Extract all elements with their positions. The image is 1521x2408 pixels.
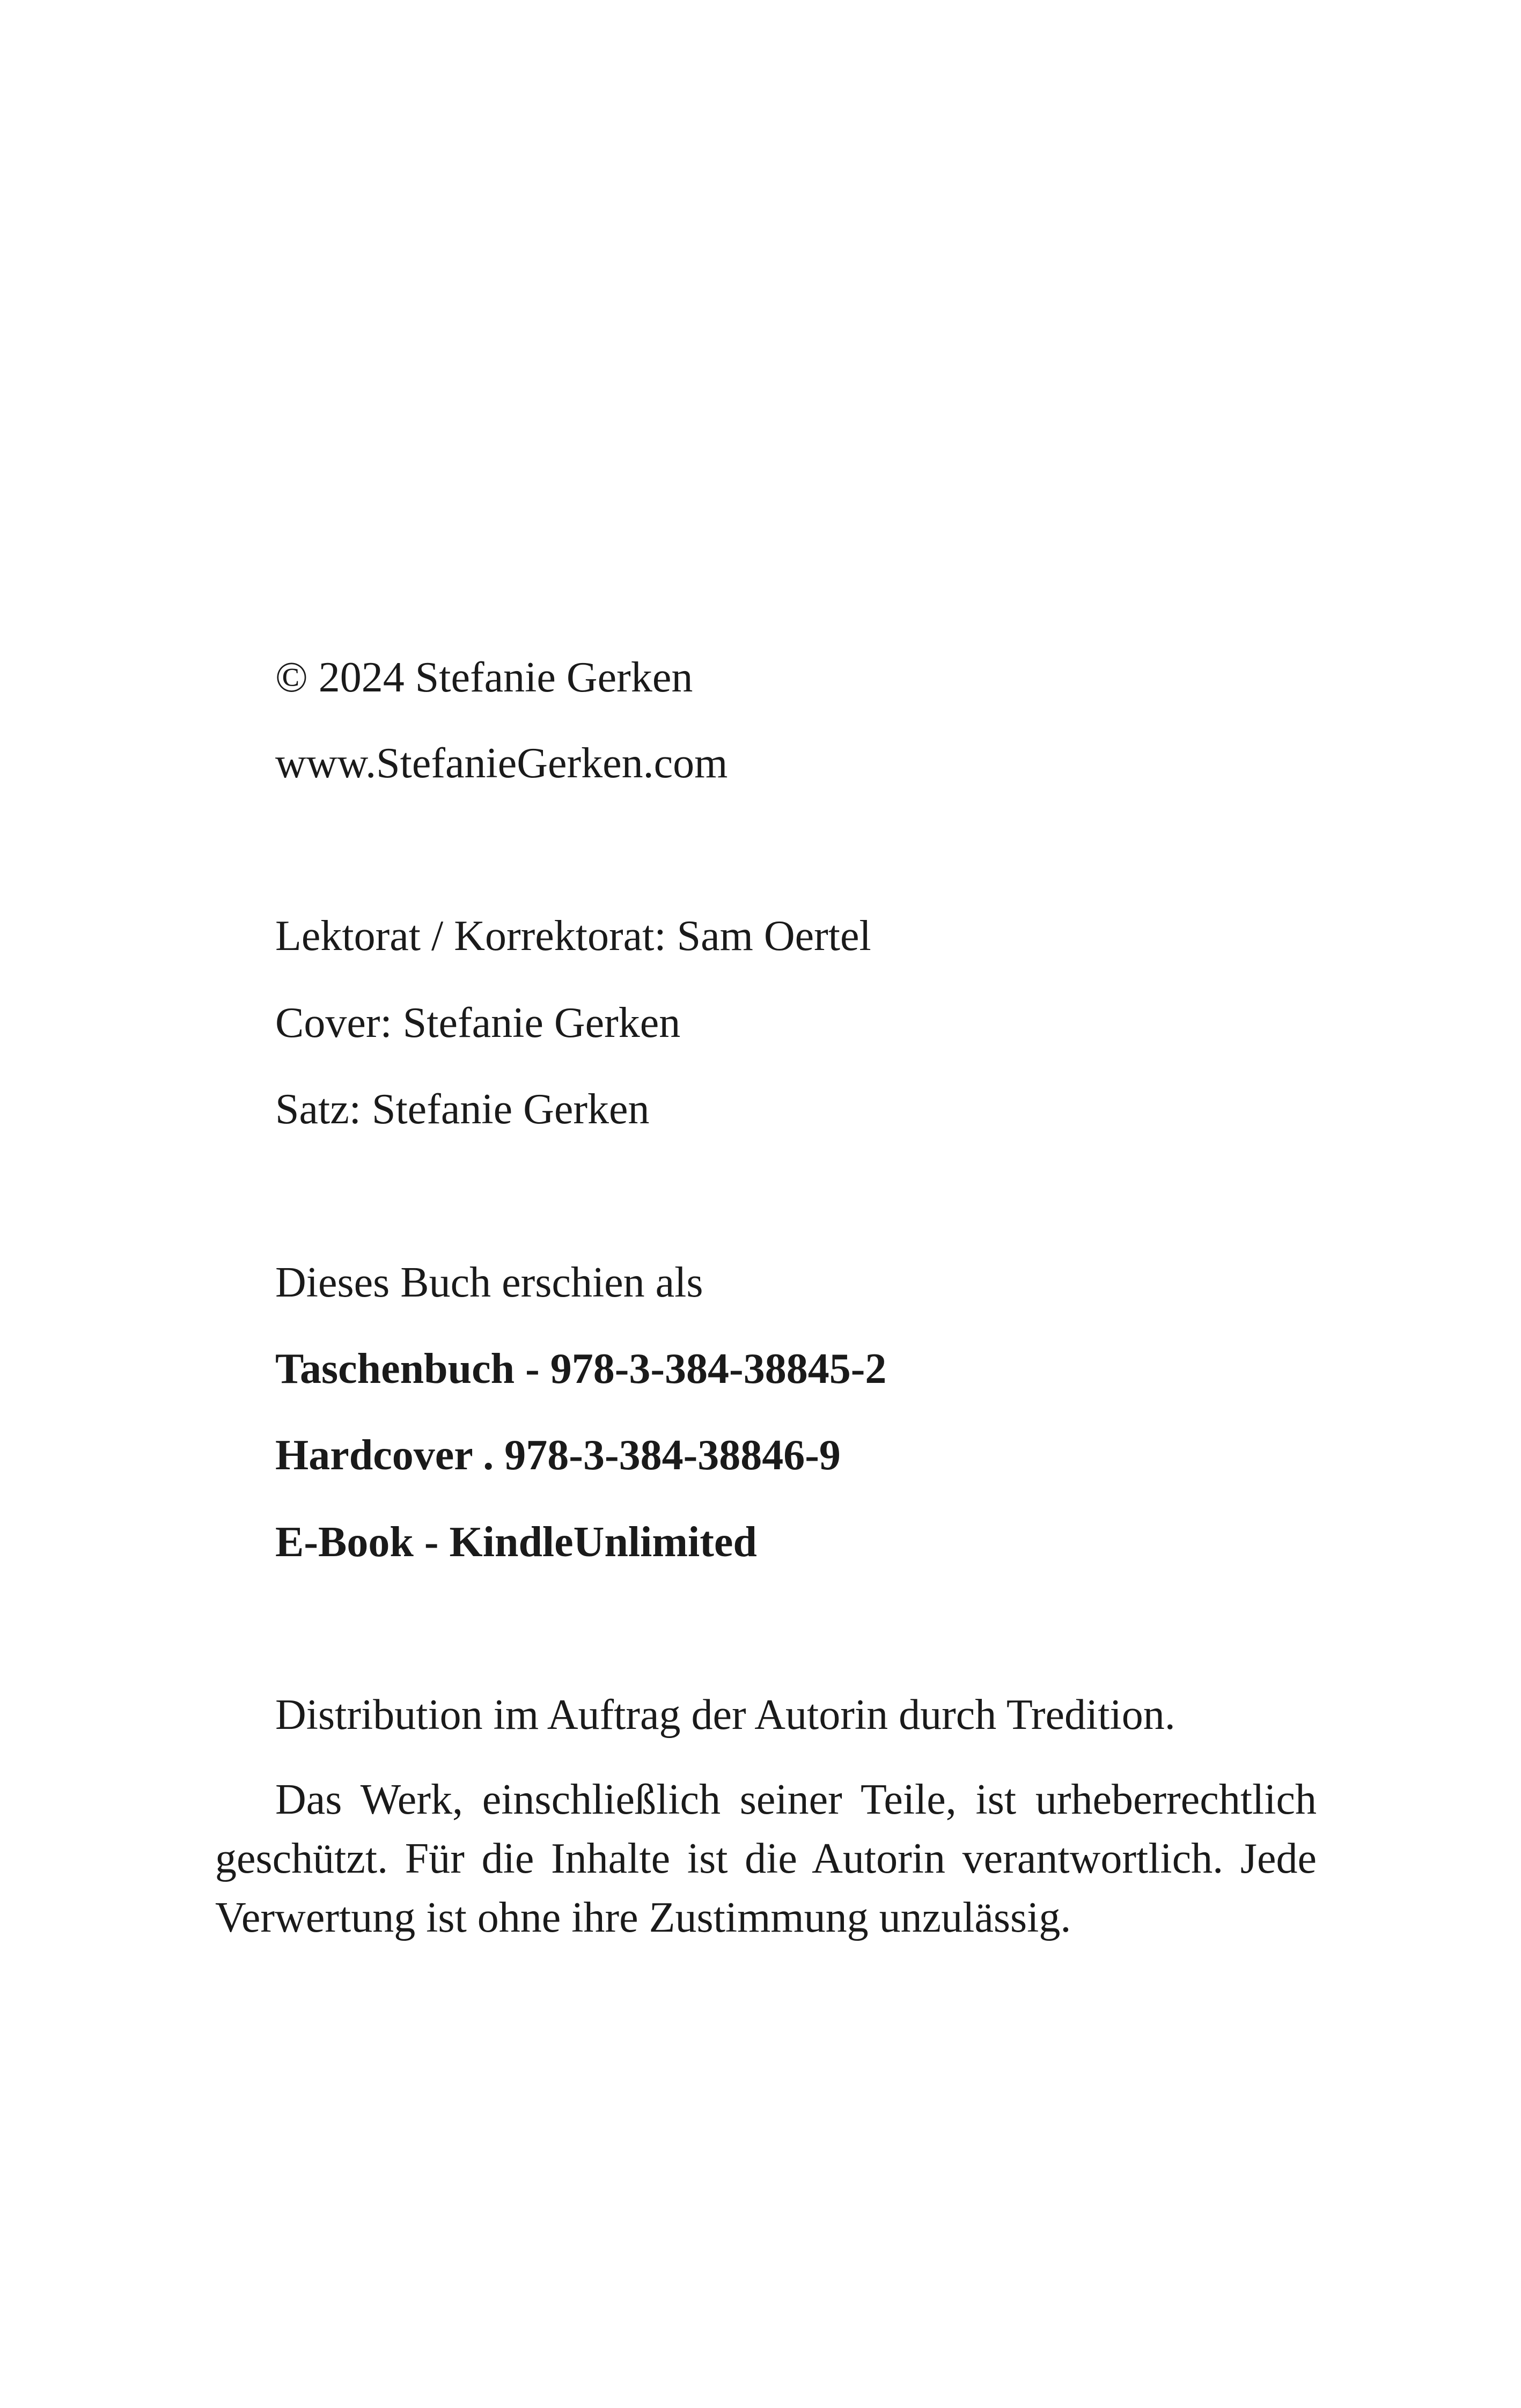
typesetting-credit: Satz: Stefanie Gerken <box>275 1086 650 1133</box>
rights-paragraph: Das Werk, einschließlich seiner Teile, ist urheberrechtlich geschützt. Für die Inhalte ist die Autorin verantwortlich. Jede Verwertung ist ohne ihre Zustimmung unzulässig. <box>215 1776 1317 1941</box>
edition-hardcover: Hardcover . 978-3-384-38846-9 <box>275 1432 841 1479</box>
edition-ebook: E-Book - KindleUnlimited <box>275 1519 757 1566</box>
website-line: www.StefanieGerken.com <box>275 740 728 787</box>
cover-credit: Cover: Stefanie Gerken <box>275 999 681 1047</box>
editions-intro: Dieses Buch erschien als <box>275 1259 703 1306</box>
copyright-line: © 2024 Stefanie Gerken <box>275 654 693 701</box>
edition-paperback: Taschenbuch - 978-3-384-38845-2 <box>275 1345 887 1393</box>
distribution-line: Distribution im Auftrag der Autorin durch Tredition. <box>275 1691 1175 1739</box>
editing-credit: Lektorat / Korrektorat: Sam Oertel <box>275 912 871 960</box>
